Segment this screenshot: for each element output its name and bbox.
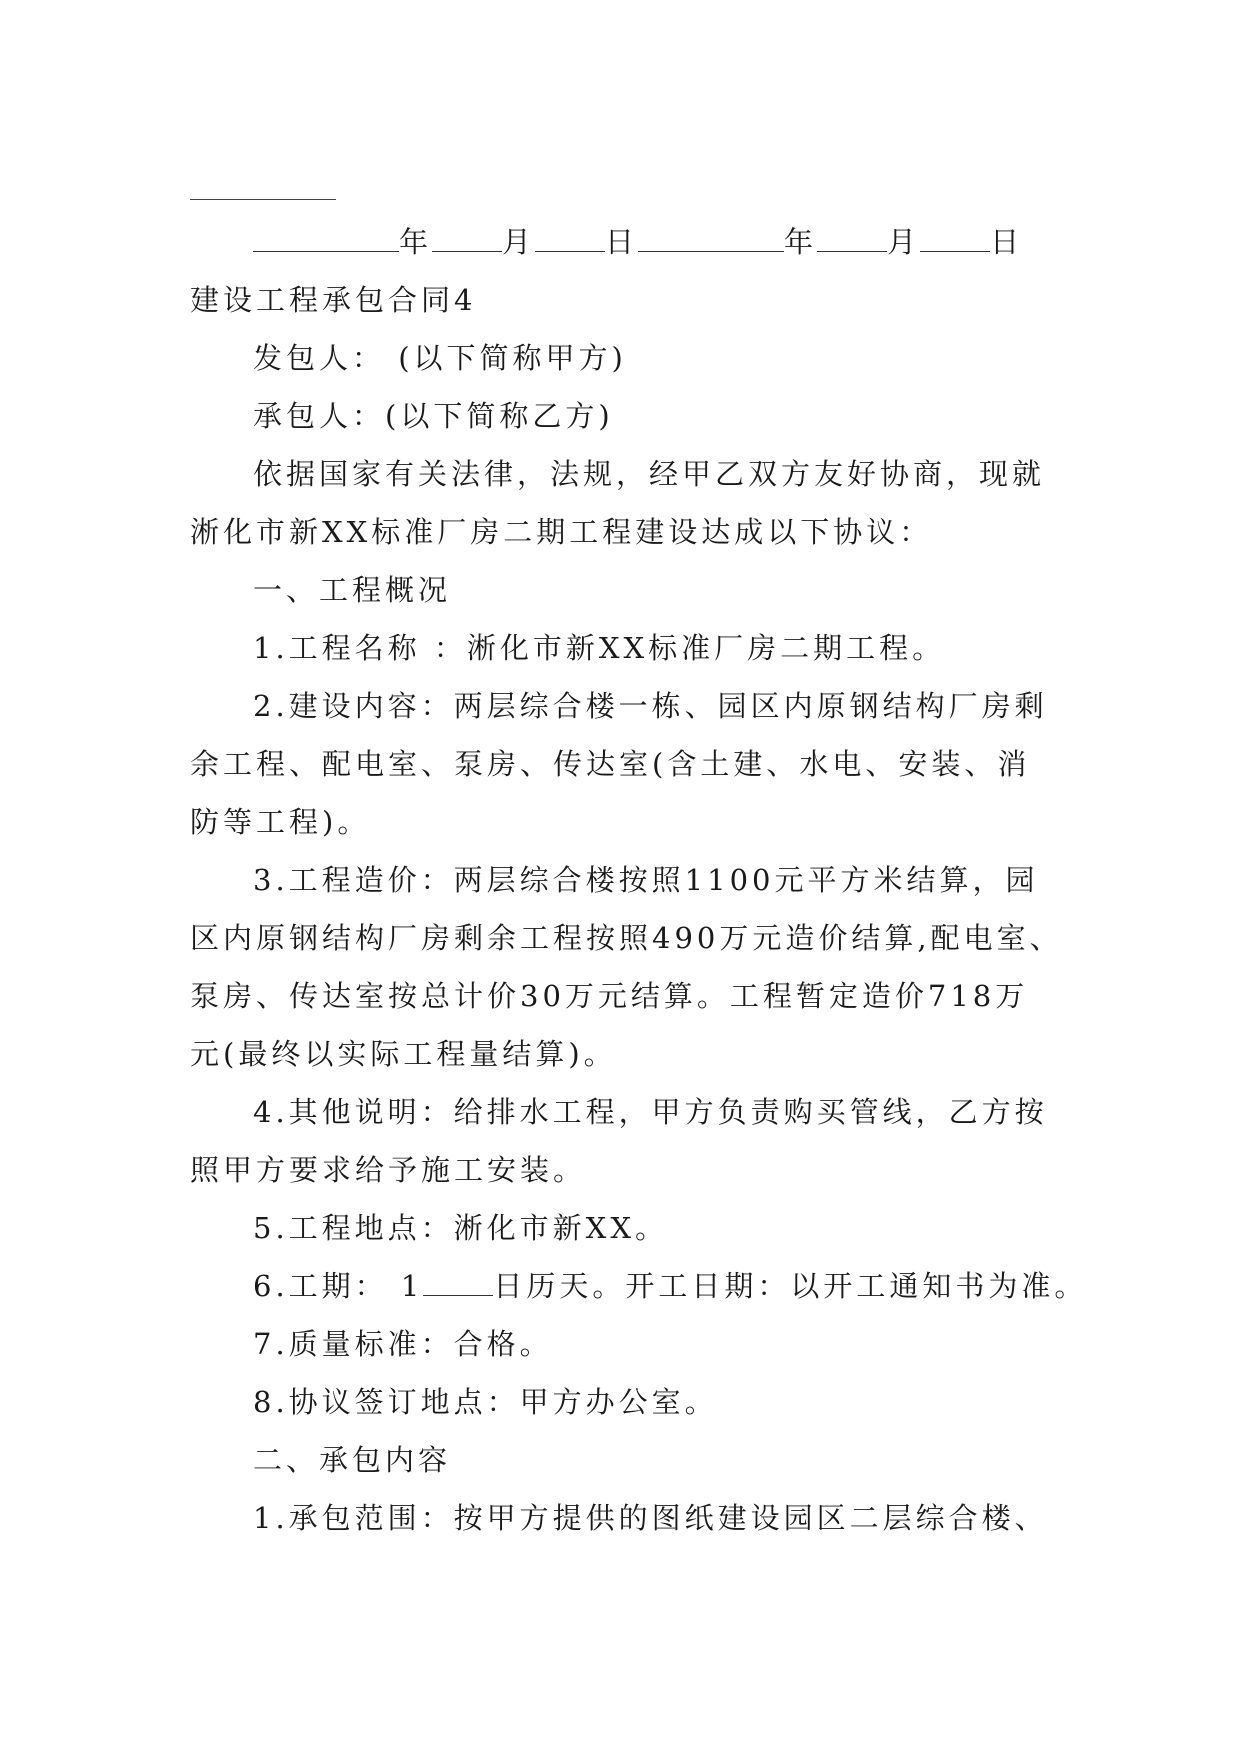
- item-cost-line-1: 3.工程造价：两层综合楼按照1100元平方米结算，园: [253, 863, 1039, 897]
- day-label-1: 日: [605, 225, 639, 259]
- item-scope-line-1: 2.建设内容：两层综合楼一栋、园区内原钢结构厂房剩: [253, 689, 1048, 723]
- contract-title: 建设工程承包合同4: [190, 283, 477, 317]
- party-a: 发包人： (以下简称甲方): [253, 341, 627, 375]
- intro-line-2: 淅化市新XX标准厂房二期工程建设达成以下协议：: [190, 515, 933, 549]
- item-duration: [253, 1266, 1087, 1306]
- blank-month-2: [817, 223, 887, 252]
- item-project-name: 1.工程名称 ：淅化市新XX标准厂房二期工程。: [253, 631, 946, 665]
- item-cost-line-3: 泵房、传达室按总计价30万元结算。工程暂定造价718万: [190, 979, 1029, 1013]
- item-quality: 7.质量标准：合格。: [253, 1327, 553, 1361]
- blank-month-1: [432, 223, 502, 252]
- item-contract-scope: 1.承包范围：按甲方提供的图纸建设园区二层综合楼、: [253, 1501, 1048, 1535]
- item-duration-suffix: 日历天。开工日期：以开工通知书为准。: [493, 1269, 1088, 1303]
- blank-day-1: [535, 223, 605, 252]
- blank-year-1: [253, 223, 399, 252]
- blank-day-2: [920, 223, 990, 252]
- date-line: [253, 222, 1023, 262]
- section-heading-1: 一、工程概况: [253, 573, 452, 607]
- day-label-2: 日: [990, 225, 1024, 259]
- item-scope-line-2: 余工程、配电室、泵房、传达室(含土建、水电、安装、消: [190, 747, 1031, 781]
- item-location: 5.工程地点：淅化市新XX。: [253, 1211, 668, 1245]
- item-cost-line-2: 区内原钢结构厂房剩余工程按照490万元造价结算,配电室、: [190, 921, 1063, 955]
- intro-line-1: 依据国家有关法律，法规，经甲乙双方友好协商，现就: [253, 457, 1046, 491]
- year-label-2: 年: [784, 225, 818, 259]
- item-cost-line-4: 元(最终以实际工程量结算)。: [190, 1037, 617, 1071]
- signature-blank-rule: [190, 199, 336, 200]
- item-other-line-1: 4.其他说明：给排水工程，甲方负责购买管线，乙方按: [253, 1095, 1048, 1129]
- section-heading-2: 二、承包内容: [253, 1443, 452, 1477]
- item-other-line-2: 照甲方要求给予施工安装。: [190, 1153, 587, 1187]
- party-b: 承包人：(以下简称乙方): [253, 399, 614, 433]
- item-scope-line-3: 防等工程)。: [190, 805, 371, 839]
- blank-days: [423, 1267, 493, 1296]
- year-label-1: 年: [399, 225, 433, 259]
- month-label-1: 月: [502, 225, 536, 259]
- item-duration-prefix: 6.工期： 1: [253, 1269, 424, 1303]
- item-signing-place: 8.协议签订地点：甲方办公室。: [253, 1385, 718, 1419]
- month-label-2: 月: [887, 225, 921, 259]
- blank-year-2: [638, 223, 784, 252]
